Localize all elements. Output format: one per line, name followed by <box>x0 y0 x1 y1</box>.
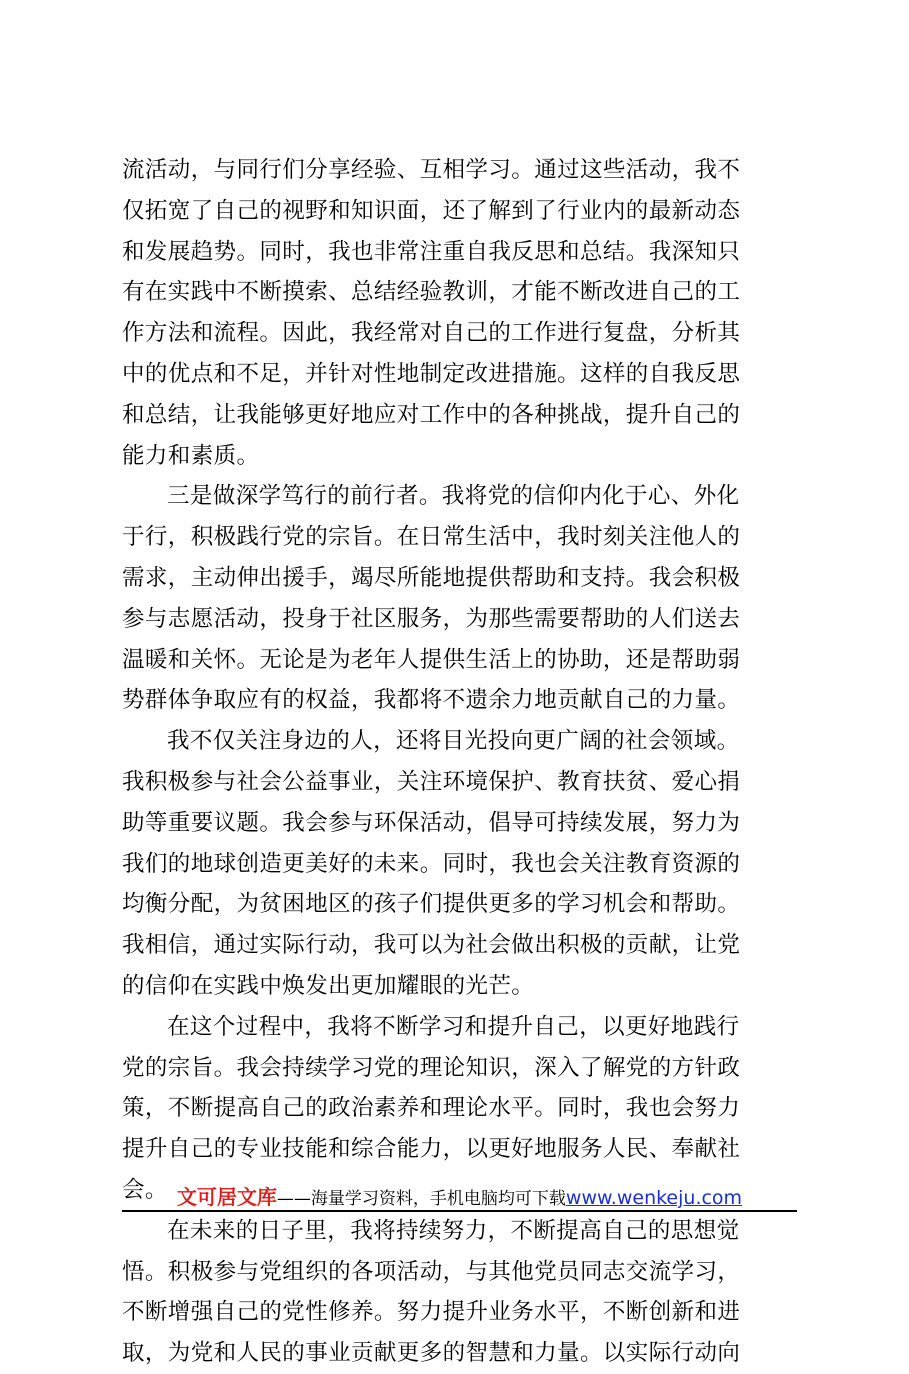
paragraph-first-line: 我不仅关注身边的人，还将目光投向更广阔的社会领域。 <box>167 728 740 755</box>
text-line: 我相信，通过实际行动，我可以为社会做出积极的贡献，让党 <box>122 932 741 959</box>
text-line: 仅拓宽了自己的视野和知识面，还了解到了行业内的最新动态 <box>122 197 741 224</box>
text-line: 悟。积极参与党组织的各项活动，与其他党员同志交流学习， <box>122 1258 741 1285</box>
text-line: 温暖和关怀。无论是为老年人提供生活上的协助，还是帮助弱 <box>122 646 741 673</box>
text-line: 能力和素质。 <box>122 442 260 469</box>
text-line: 于行，积极践行党的宗旨。在日常生活中，我时刻关注他人的 <box>122 524 741 551</box>
text-line: 流活动，与同行们分享经验、互相学习。通过这些活动，我不 <box>122 157 741 183</box>
paragraph-first-line: 在这个过程中，我将不断学习和提升自己，以更好地践行 <box>167 1013 740 1040</box>
text-line: 均衡分配，为贫困地区的孩子们提供更多的学习机会和帮助。 <box>122 891 741 918</box>
text-line: 需求，主动伸出援手，竭尽所能地提供帮助和支持。我会积极 <box>122 564 741 591</box>
text-line: 和总结，让我能够更好地应对工作中的各种挑战，提升自己的 <box>122 401 741 428</box>
text-line: 提升自己的专业技能和综合能力，以更好地服务人民、奉献社 <box>122 1136 741 1163</box>
text-line: 我们的地球创造更美好的未来。同时，我也会关注教育资源的 <box>122 850 741 877</box>
text-line: 取，为党和人民的事业贡献更多的智慧和力量。以实际行动向 <box>122 1340 741 1367</box>
text-line: 作方法和流程。因此，我经常对自己的工作进行复盘，分析其 <box>122 320 741 347</box>
text-line: 中的优点和不足，并针对性地制定改进措施。这样的自我反思 <box>122 360 741 387</box>
footer-url-link[interactable]: www.wenkeju.com <box>565 1187 743 1209</box>
text-line: 策，不断提高自己的政治素养和理论水平。同时，我也会努力 <box>122 1095 741 1122</box>
text-line: 参与志愿活动，投身于社区服务，为那些需要帮助的人们送去 <box>122 605 741 632</box>
text-line: 的信仰在实践中焕发出更加耀眼的光芒。 <box>122 972 535 999</box>
page-footer <box>122 1181 797 1211</box>
text-line: 势群体争取应有的权益，我都将不遗余力地贡献自己的力量。 <box>122 687 741 714</box>
text-line: 有在实践中不断摸索、总结经验教训，才能不断改进自己的工 <box>122 279 741 306</box>
footer-brand: 文可居文库 <box>176 1185 277 1209</box>
text-line: 党的宗旨。我会持续学习党的理论知识，深入了解党的方针政 <box>122 1054 741 1081</box>
paragraph-first-line: 在未来的日子里，我将持续努力，不断提高自己的思想觉 <box>167 1217 740 1244</box>
text-line: 和发展趋势。同时，我也非常注重自我反思和总结。我深知只 <box>122 238 741 265</box>
footer-divider <box>122 1210 797 1212</box>
text-line: 不断增强自己的党性修养。努力提升业务水平，不断创新和进 <box>122 1299 741 1326</box>
text-line: 助等重要议题。我会参与环保活动，倡导可持续发展，努力为 <box>122 809 741 836</box>
footer-tagline: ——海量学习资料，手机电脑均可下载 <box>276 1189 566 1209</box>
paragraph-first-line: 三是做深学笃行的前行者。我将党的信仰内化于心、外化 <box>167 483 740 510</box>
text-line: 我积极参与社会公益事业，关注环境保护、教育扶贫、爱心捐 <box>122 768 741 795</box>
text-line: 会。 <box>122 1176 168 1203</box>
